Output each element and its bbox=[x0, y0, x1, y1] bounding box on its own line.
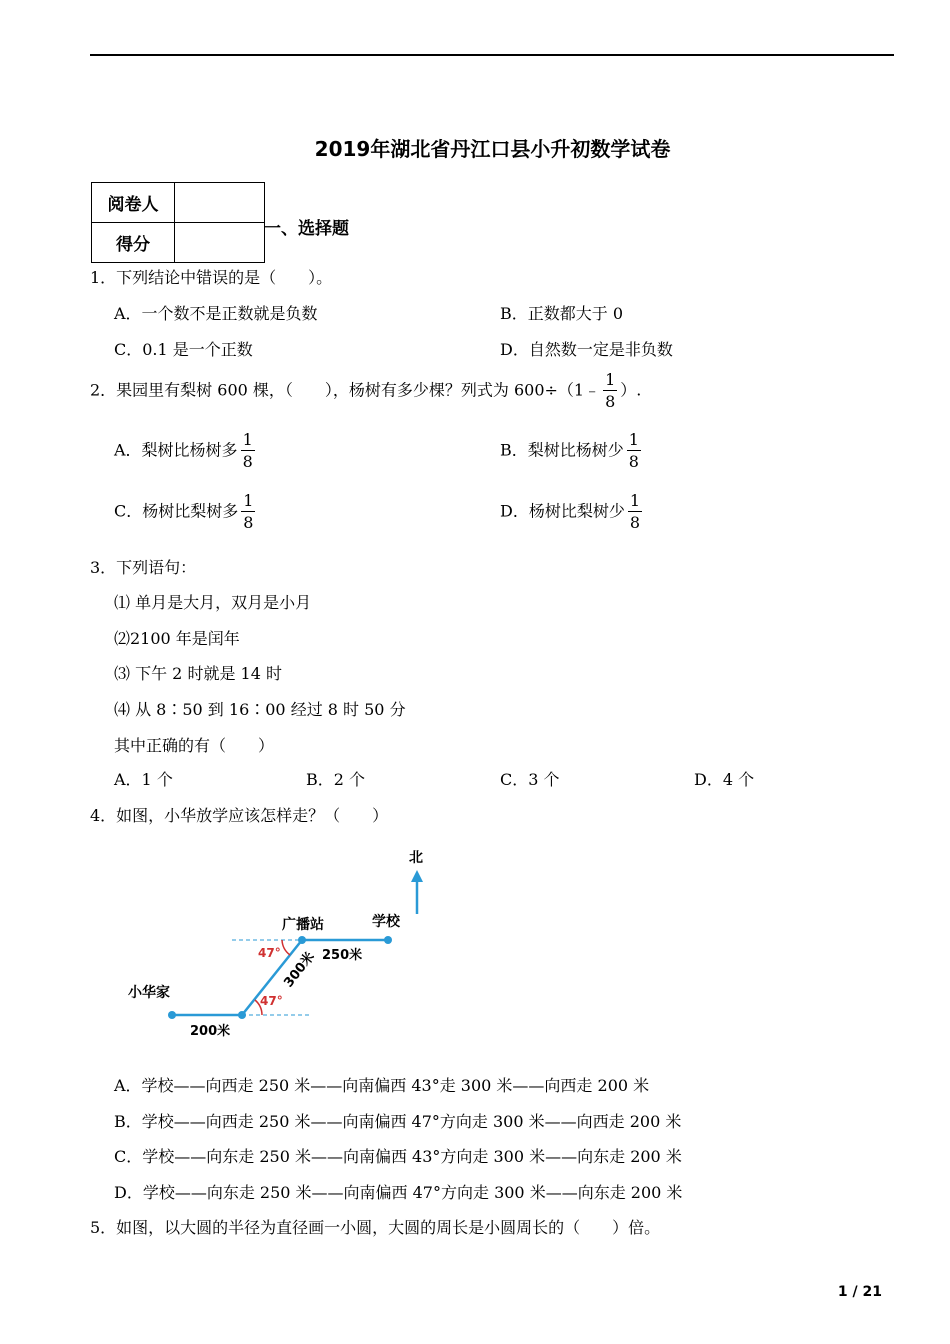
route-figure bbox=[120, 842, 450, 1051]
q3-statement-2: ⑵2100 年是闰年 bbox=[114, 629, 240, 648]
frac-numerator: 1 bbox=[243, 491, 254, 510]
north-arrow-head bbox=[411, 870, 423, 882]
q5-stem: 5．如图，以大圆的半径为直径画一小圆，大圆的周长是小圆周长的（ ）倍。 bbox=[90, 1218, 661, 1237]
frac-denominator: 8 bbox=[629, 513, 641, 532]
q2-option-b bbox=[500, 432, 644, 470]
q1-stem: 1．下列结论中错误的是（ ）。 bbox=[90, 268, 333, 287]
turn-point bbox=[238, 1011, 246, 1019]
q3-option-b: B．2 个 bbox=[306, 770, 366, 789]
q2-option-b-text: B．梨树比杨树少 bbox=[500, 440, 624, 460]
north-label: 北 bbox=[409, 850, 423, 866]
grader-field bbox=[175, 183, 265, 223]
frac-numerator: 1 bbox=[628, 430, 639, 449]
score-table bbox=[91, 182, 265, 263]
angle-label-top: 47° bbox=[258, 946, 281, 960]
q3-option-c: C．3 个 bbox=[500, 770, 560, 789]
q3-option-d: D．4 个 bbox=[694, 770, 755, 789]
frac-numerator: 1 bbox=[242, 430, 253, 449]
q2-stem bbox=[90, 372, 641, 410]
score-field bbox=[175, 223, 265, 263]
distance-250-label: 250米 bbox=[322, 948, 363, 963]
frac-denominator: 8 bbox=[628, 452, 639, 471]
q3-option-a: A．1 个 bbox=[114, 770, 173, 789]
school-point bbox=[384, 936, 392, 944]
q2-option-a-fraction bbox=[241, 432, 255, 470]
q3-stem: 3．下列语句： bbox=[90, 558, 197, 577]
q2-option-c-fraction bbox=[241, 493, 255, 531]
q4-option-a: A．学校——向西走 250 米——向南偏西 43°走 300 米——向西走 200 米 bbox=[114, 1076, 650, 1095]
grader-label: 阅卷人 bbox=[92, 183, 175, 223]
score-label: 得分 bbox=[92, 223, 175, 263]
q3-ask: 其中正确的有（ ） bbox=[114, 736, 275, 755]
home-point bbox=[168, 1011, 176, 1019]
q2-option-d-fraction bbox=[628, 493, 642, 531]
q2-option-d-text: D．杨树比梨树少 bbox=[500, 501, 625, 521]
q4-option-d: D．学校——向东走 250 米——向南偏西 47°方向走 300 米——向东走 200 米 bbox=[114, 1183, 683, 1202]
q3-statement-3: ⑶ 下午 2 时就是 14 时 bbox=[114, 664, 282, 683]
header-rule bbox=[90, 54, 894, 56]
q2-stem-text: 2．果园里有梨树 600 棵，（ ），杨树有多少棵？列式为 600÷（1﹣ bbox=[90, 380, 601, 400]
q2-option-b-fraction bbox=[627, 432, 641, 470]
q1-option-d: D．自然数一定是非负数 bbox=[500, 340, 673, 359]
school-label: 学校 bbox=[372, 914, 400, 930]
station-label: 广播站 bbox=[282, 917, 324, 933]
frac-denominator: 8 bbox=[243, 513, 254, 532]
distance-300-label: 300米 bbox=[281, 949, 318, 991]
angle-arc-top bbox=[282, 940, 290, 955]
q2-fraction bbox=[603, 372, 617, 410]
frac-numerator: 1 bbox=[605, 370, 616, 389]
q4-option-c: C．学校——向东走 250 米——向南偏西 43°方向走 300 米——向东走 200 米 bbox=[114, 1147, 682, 1166]
q3-statement-1: ⑴ 单月是大月，双月是小月 bbox=[114, 593, 312, 612]
q2-stem-end: ）. bbox=[620, 380, 642, 400]
q2-option-a bbox=[114, 432, 258, 470]
q2-option-a-text: A．梨树比杨树多 bbox=[114, 440, 238, 460]
q2-option-c-text: C．杨树比梨树多 bbox=[114, 501, 239, 521]
frac-denominator: 8 bbox=[605, 392, 616, 411]
q1-option-a: A．一个数不是正数就是负数 bbox=[114, 304, 318, 323]
frac-numerator: 1 bbox=[629, 491, 641, 510]
station-point bbox=[298, 936, 306, 944]
distance-200-label: 200米 bbox=[190, 1024, 231, 1039]
q2-option-c bbox=[114, 493, 258, 531]
section-heading: 一、选择题 bbox=[264, 219, 349, 239]
q1-option-b: B．正数都大于 0 bbox=[500, 304, 624, 323]
q1-option-c: C．0.1 是一个正数 bbox=[114, 340, 253, 359]
route-map bbox=[120, 842, 450, 1047]
page-number: 1 / 21 bbox=[837, 1284, 882, 1300]
home-label: 小华家 bbox=[128, 985, 170, 1001]
q2-option-d bbox=[500, 493, 645, 531]
frac-denominator: 8 bbox=[242, 452, 253, 471]
page-title: 2019年湖北省丹江口县小升初数学试卷 bbox=[314, 137, 671, 161]
q3-statement-4: ⑷ 从 8∶50 到 16∶00 经过 8 时 50 分 bbox=[114, 700, 406, 719]
angle-label-bottom: 47° bbox=[260, 994, 283, 1008]
q4-option-b: B．学校——向西走 250 米——向南偏西 47°方向走 300 米——向西走 200 米 bbox=[114, 1112, 682, 1131]
q4-stem: 4．如图，小华放学应该怎样走？（ ） bbox=[90, 806, 389, 825]
